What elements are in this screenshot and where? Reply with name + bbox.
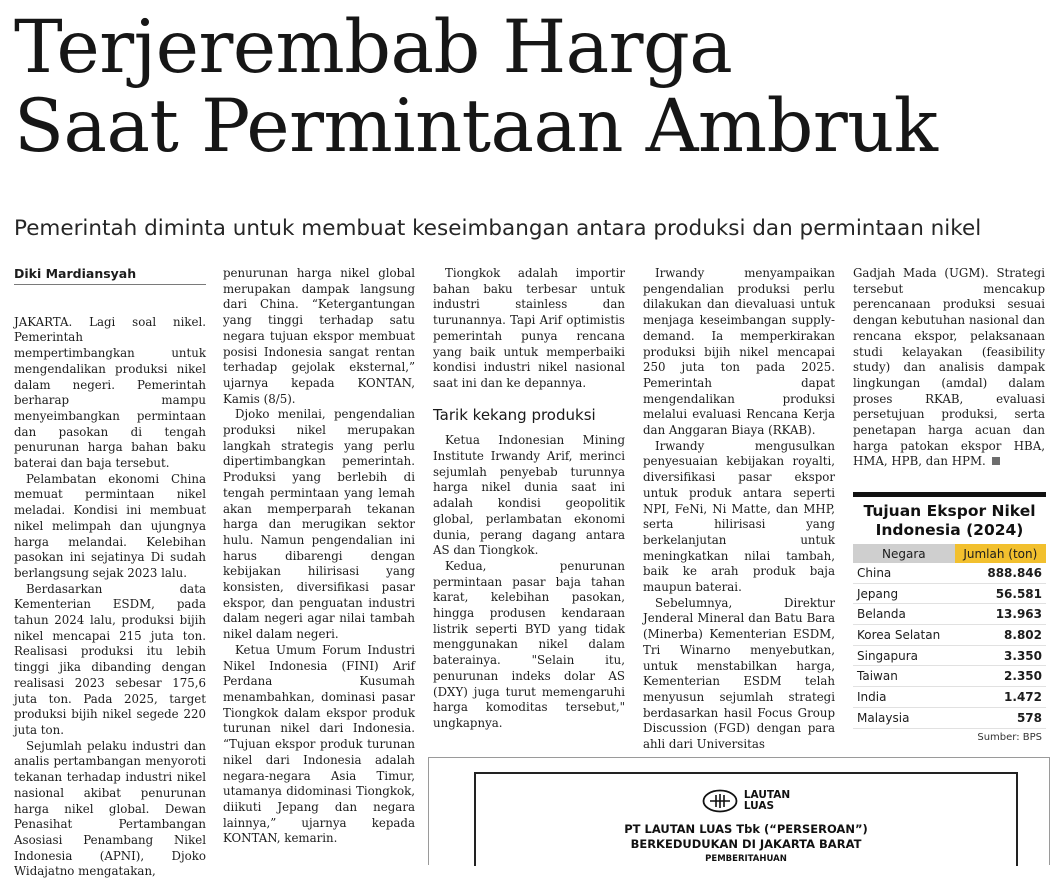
amount-cell: 578: [955, 707, 1046, 728]
table-header-row: [853, 544, 1046, 563]
export-table-box: [853, 492, 1046, 743]
article-paragraph: Tiongkok adalah importir bahan baku terbesar untuk industri stainless dan turunannya. Tapi Arif optimistis pemerintah punya rencana yang baik untuk memperbaiki kondisi industri nikel nasional saat ini dan ke depannya.: [433, 266, 625, 390]
country-cell: Malaysia: [853, 707, 955, 728]
article-column-1: [14, 266, 206, 879]
country-cell: China: [853, 563, 955, 583]
country-cell: Taiwan: [853, 666, 955, 687]
article-paragraph: Kedua, penurunan permintaan pasar baja tahan karat, kelebihan pasokan, hingga produsen kendaraan listrik seperti BYD yang tidak menggunakan nikel dalam baterainya. "Selain itu, penurunan indeks dolar AS (DXY) juga turut memengaruhi harga komoditas tersebut," ungkapnya.: [433, 558, 625, 730]
article-paragraph: Irwandy menyampaikan pengendalian produksi perlu dilakukan dan dievaluasi untuk menjaga keseimbangan supply-demand. Ia memperkirakan produksi bijih nikel mencapai 250 juta ton pada 2025. Pemerintah dapat mengendalikan produksi melalui evaluasi Rencana Kerja dan Anggaran Biaya (RKAB).: [643, 266, 835, 438]
logo-wordmark: [744, 790, 790, 812]
advertisement: [474, 772, 1018, 866]
lautan-luas-logo-icon: [702, 789, 738, 813]
table-row: [853, 707, 1046, 728]
amount-cell: 8.802: [955, 625, 1046, 646]
amount-cell: 888.846: [955, 563, 1046, 583]
export-table: [853, 544, 1046, 729]
section-subhead: Tarik kekang produksi: [433, 405, 596, 424]
table-row: [853, 604, 1046, 625]
article-paragraph: Sebelumnya, Direktur Jenderal Mineral dan Batu Bara (Minerba) Kementerian ESDM, Tri Winarno menyebutkan, untuk menstabilkan harga, Kementerian ESDM telah menyusun sejumlah strategi berdasarkan hasil Focus Group Discussion (FGD) dengan para ahli dari Universitas: [643, 595, 835, 752]
header-country: Negara: [853, 544, 955, 563]
article-column-2: [223, 266, 415, 866]
article-paragraph-text: Gadjah Mada (UGM). Strategi tersebut mencakup perencanaan produksi sesuai dengan kebutuhan nasional dan rencana ekspor, pelaksanaan studi kelayakan (feasibility study) dan analisis dampak lingkungan (amdal) dalam proses RKAB, evaluasi persetujuan produksi, serta penetapan harga acuan dan harga patokan ekspor HBA, HMA, HPB, dan HPM.: [853, 266, 1045, 469]
byline: Diki Mardiansyah: [14, 266, 206, 285]
article-paragraph: [853, 266, 1045, 470]
header-amount: Jumlah (ton): [955, 544, 1046, 563]
article-column-5: [853, 266, 1045, 486]
table-row: [853, 563, 1046, 583]
logo-word-1: LAUTAN: [743, 789, 791, 801]
amount-cell: 1.472: [955, 687, 1046, 708]
country-cell: Belanda: [853, 604, 955, 625]
amount-cell: 13.963: [955, 604, 1046, 625]
ad-company-name: PT LAUTAN LUAS Tbk (“PERSEROAN”): [624, 822, 868, 836]
headline-line-1: Terjerembab Harga: [14, 5, 733, 90]
article-paragraph: JAKARTA. Lagi soal nikel. Pemerintah mempertimbangkan untuk mengendalikan produksi nikel dalam negeri. Pemerintah berharap mampu menyeimbangkan permintaan dan pasokan di tengah penurunan harga bahan baku baterai dan baja tersebut.: [14, 314, 206, 471]
article-paragraph: Ketua Umum Forum Industri Nikel Indonesia (FINI) Arif Perdana Kusumah menambahkan, dominasi pasar Tiongkok dalam ekspor produk turunan nikel dari Indonesia. “Tujuan ekspor produk turunan nikel dari Indonesia adalah negara-negara Asia Timur, utamanya didominasi Tiongkok, diikuti Jepang dan negara lainnya,” ujarnya kepada KONTAN, kemarin.: [223, 642, 415, 846]
table-row: [853, 583, 1046, 604]
table-row: [853, 645, 1046, 666]
amount-cell: 3.350: [955, 645, 1046, 666]
article-paragraph: Irwandy mengusulkan penyesuaian kebijakan royalti, diversifikasi pasar ekspor untuk produk antara seperti NPI, FeNi, Ni Matte, dan MHP, serta hilirisasi yang berkelanjutan untuk meningkatkan nilai tambah, baik ke arah produk baja maupun baterai.: [643, 438, 835, 595]
article-paragraph: Djoko menilai, pengendalian produksi nikel merupakan langkah strategis yang perlu dipertimbangkan pemerintah. Produksi yang berlebih di tengah permintaan yang lemah akan memperparah tekanan harga dan merugikan sektor hulu. Namun pengendalian ini harus dibarengi dengan kebijakan hilirisasi yang konsisten, diversifikasi pasar ekspor, dan penguatan industri dalam negeri agar nilai tambah nikel dalam negeri.: [223, 407, 415, 642]
article-paragraph: Sejumlah pelaku industri dan analis pertambangan menyoroti tekanan terhadap industri nikel nasional akibat penurunan harga nikel global. Dewan Penasihat Pertambangan Asosiasi Penambang Nikel Indonesia (APNI), Djoko Widajatno mengatakan,: [14, 738, 206, 879]
ad-domicile: BERKEDUDUKAN DI JAKARTA BARAT: [630, 837, 862, 851]
table-row: [853, 666, 1046, 687]
country-cell: Singapura: [853, 645, 955, 666]
deck-subtitle: Pemerintah diminta untuk membuat keseimbangan antara produksi dan permintaan nikel: [14, 216, 982, 241]
article-paragraph: penurunan harga nikel global merupakan dampak langsung dari China. “Ketergantungan yang tinggi terhadap satu negara tujuan ekspor membuat posisi Indonesia sangat rentan terhadap gejolak eksternal,” ujarnya kepada KONTAN, Kamis (8/5).: [223, 266, 415, 406]
country-cell: Korea Selatan: [853, 625, 955, 646]
country-cell: India: [853, 687, 955, 708]
article-paragraph: Pelambatan ekonomi China memuat permintaan nikel meladai. Kondisi ini membuat nikel melimpah dan ujungnya harga melandai. Kelebihan pasokan ini sejatinya Di sudah berlangsung sejak 2023 lalu.: [14, 471, 206, 580]
ad-notice-title: PEMBERITAHUAN: [705, 854, 787, 864]
end-mark-icon: [992, 457, 1000, 465]
amount-cell: 2.350: [955, 666, 1046, 687]
company-logo: [476, 787, 1016, 815]
table-row: [853, 625, 1046, 646]
country-cell: Jepang: [853, 583, 955, 604]
table-title: Tujuan Ekspor Nikel Indonesia (2024): [863, 502, 1036, 539]
table-row: [853, 687, 1046, 708]
logo-word-2: LUAS: [743, 800, 775, 812]
article-paragraph: Berdasarkan data Kementerian ESDM, pada tahun 2024 lalu, produksi bijih nikel mencapai 215 juta ton. Realisasi produksi itu lebih tinggi jika dibanding dengan realisasi 2023 sebesar 175,6 juta ton. Pada 2025, target produksi bijih nikel segede 220 juta ton.: [14, 581, 206, 737]
headline-line-2: Saat Permintaan Ambruk: [14, 84, 938, 169]
headline: [14, 5, 1054, 169]
article-paragraph: Ketua Indonesian Mining Institute Irwandy Arif, merinci sejumlah penyebab turunnya harga nikel dunia saat ini adalah kondisi geopolitik global, perlambatan ekonomi dunia, perang dagang antara AS dan Tiongkok.: [433, 433, 625, 558]
amount-cell: 56.581: [955, 583, 1046, 604]
table-source: Sumber: BPS: [977, 731, 1042, 743]
